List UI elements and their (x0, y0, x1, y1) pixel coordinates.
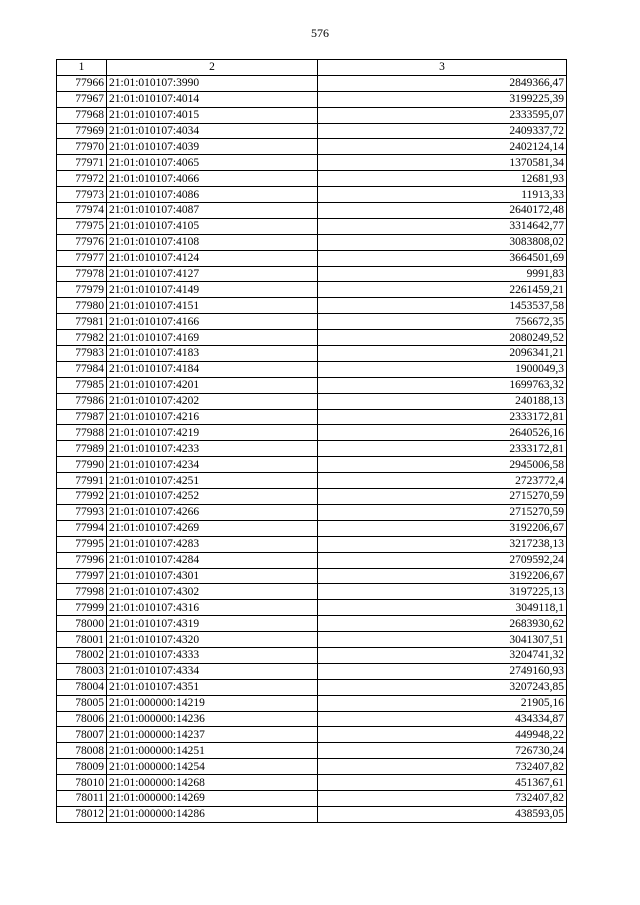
value-cell: 2402124,14 (318, 139, 567, 155)
table-row (57, 568, 567, 584)
row-number-cell: 77983 (57, 346, 107, 362)
table-row (57, 520, 567, 536)
cadastral-number-cell: 21:01:010107:4269 (107, 520, 318, 536)
value-cell: 2683930,62 (318, 616, 567, 632)
value-cell: 732407,82 (318, 759, 567, 775)
value-cell: 240188,13 (318, 393, 567, 409)
value-cell: 2409337,72 (318, 123, 567, 139)
table-row (57, 346, 567, 362)
cadastral-number-cell: 21:01:000000:14286 (107, 806, 318, 822)
value-cell: 449948,22 (318, 727, 567, 743)
row-number-cell: 78002 (57, 647, 107, 663)
cadastral-number-cell: 21:01:010107:4108 (107, 234, 318, 250)
value-cell: 3192206,67 (318, 520, 567, 536)
table-row (57, 203, 567, 219)
row-number-cell: 78008 (57, 743, 107, 759)
value-cell: 2723772,4 (318, 473, 567, 489)
row-number-cell: 78001 (57, 632, 107, 648)
row-number-cell: 77967 (57, 91, 107, 107)
cadastral-number-cell: 21:01:010107:4015 (107, 107, 318, 123)
table-row (57, 584, 567, 600)
cadastral-number-cell: 21:01:010107:4066 (107, 171, 318, 187)
cadastral-number-cell: 21:01:000000:14236 (107, 711, 318, 727)
value-cell: 3207243,85 (318, 679, 567, 695)
row-number-cell: 77969 (57, 123, 107, 139)
cadastral-number-cell: 21:01:010107:4124 (107, 250, 318, 266)
cadastral-number-cell: 21:01:000000:14269 (107, 790, 318, 806)
value-cell: 3192206,67 (318, 568, 567, 584)
table-row (57, 711, 567, 727)
value-cell: 1370581,34 (318, 155, 567, 171)
row-number-cell: 77996 (57, 552, 107, 568)
cadastral-number-cell: 21:01:010107:4127 (107, 266, 318, 282)
table-row (57, 504, 567, 520)
table-row (57, 393, 567, 409)
row-number-cell: 77980 (57, 298, 107, 314)
cadastral-number-cell: 21:01:010107:4233 (107, 441, 318, 457)
row-number-cell: 78009 (57, 759, 107, 775)
table-row (57, 91, 567, 107)
cadastral-number-cell: 21:01:010107:4039 (107, 139, 318, 155)
table-row (57, 790, 567, 806)
value-cell: 2333172,81 (318, 441, 567, 457)
cadastral-number-cell: 21:01:010107:4320 (107, 632, 318, 648)
value-cell: 3197225,13 (318, 584, 567, 600)
value-cell: 12681,93 (318, 171, 567, 187)
cadastral-number-cell: 21:01:010107:4251 (107, 473, 318, 489)
value-cell: 2640172,48 (318, 203, 567, 219)
row-number-cell: 78004 (57, 679, 107, 695)
table-row (57, 123, 567, 139)
cadastral-number-cell: 21:01:010107:4151 (107, 298, 318, 314)
row-number-cell: 77995 (57, 536, 107, 552)
cadastral-number-cell: 21:01:010107:4351 (107, 679, 318, 695)
value-cell: 21905,16 (318, 695, 567, 711)
cadastral-number-cell: 21:01:010107:4234 (107, 457, 318, 473)
row-number-cell: 78007 (57, 727, 107, 743)
value-cell: 3204741,32 (318, 647, 567, 663)
value-cell: 2261459,21 (318, 282, 567, 298)
column-header-cadastral-number: 2 (107, 60, 318, 76)
table-row (57, 489, 567, 505)
row-number-cell: 77999 (57, 600, 107, 616)
cadastral-number-cell: 21:01:010107:4087 (107, 203, 318, 219)
row-number-cell: 77991 (57, 473, 107, 489)
row-number-cell: 78003 (57, 663, 107, 679)
table-row (57, 552, 567, 568)
row-number-cell: 77986 (57, 393, 107, 409)
row-number-cell: 77994 (57, 520, 107, 536)
value-cell: 11913,33 (318, 187, 567, 203)
row-number-cell: 77970 (57, 139, 107, 155)
table-row (57, 616, 567, 632)
value-cell: 732407,82 (318, 790, 567, 806)
table-row (57, 139, 567, 155)
value-cell: 451367,61 (318, 775, 567, 791)
value-cell: 3217238,13 (318, 536, 567, 552)
row-number-cell: 77984 (57, 361, 107, 377)
row-number-cell: 77966 (57, 75, 107, 91)
cadastral-value-table (56, 59, 567, 823)
value-cell: 2945006,58 (318, 457, 567, 473)
row-number-cell: 77982 (57, 330, 107, 346)
table-row (57, 425, 567, 441)
table-row (57, 727, 567, 743)
table-row (57, 473, 567, 489)
cadastral-number-cell: 21:01:010107:4086 (107, 187, 318, 203)
value-cell: 2849366,47 (318, 75, 567, 91)
table-row (57, 361, 567, 377)
table-row (57, 266, 567, 282)
table-row (57, 441, 567, 457)
value-cell: 1900049,3 (318, 361, 567, 377)
table-row (57, 600, 567, 616)
value-cell: 3041307,51 (318, 632, 567, 648)
cadastral-number-cell: 21:01:010107:4316 (107, 600, 318, 616)
value-cell: 726730,24 (318, 743, 567, 759)
row-number-cell: 77997 (57, 568, 107, 584)
row-number-cell: 78000 (57, 616, 107, 632)
table-row (57, 663, 567, 679)
row-number-cell: 78011 (57, 790, 107, 806)
row-number-cell: 77976 (57, 234, 107, 250)
cadastral-number-cell: 21:01:010107:4216 (107, 409, 318, 425)
value-cell: 2333595,07 (318, 107, 567, 123)
value-cell: 1453537,58 (318, 298, 567, 314)
table-row (57, 330, 567, 346)
table-header-row (57, 60, 567, 76)
value-cell: 756672,35 (318, 314, 567, 330)
row-number-cell: 77975 (57, 218, 107, 234)
cadastral-number-cell: 21:01:010107:4302 (107, 584, 318, 600)
row-number-cell: 77985 (57, 377, 107, 393)
cadastral-number-cell: 21:01:010107:4166 (107, 314, 318, 330)
column-header-value: 3 (318, 60, 567, 76)
cadastral-number-cell: 21:01:010107:4065 (107, 155, 318, 171)
table-row (57, 743, 567, 759)
row-number-cell: 77990 (57, 457, 107, 473)
cadastral-number-cell: 21:01:000000:14251 (107, 743, 318, 759)
cadastral-number-cell: 21:01:010107:4252 (107, 489, 318, 505)
row-number-cell: 78010 (57, 775, 107, 791)
table-row (57, 171, 567, 187)
table-row (57, 298, 567, 314)
table-row (57, 679, 567, 695)
cadastral-number-cell: 21:01:010107:4266 (107, 504, 318, 520)
value-cell: 3314642,77 (318, 218, 567, 234)
table-row (57, 155, 567, 171)
row-number-cell: 77981 (57, 314, 107, 330)
cadastral-number-cell: 21:01:010107:4333 (107, 647, 318, 663)
table-row (57, 187, 567, 203)
row-number-cell: 77978 (57, 266, 107, 282)
table-row (57, 775, 567, 791)
cadastral-number-cell: 21:01:010107:4169 (107, 330, 318, 346)
row-number-cell: 78012 (57, 806, 107, 822)
row-number-cell: 78006 (57, 711, 107, 727)
cadastral-number-cell: 21:01:000000:14268 (107, 775, 318, 791)
value-cell: 2749160,93 (318, 663, 567, 679)
cadastral-number-cell: 21:01:000000:14254 (107, 759, 318, 775)
table-row (57, 647, 567, 663)
cadastral-number-cell: 21:01:010107:4183 (107, 346, 318, 362)
column-header-number: 1 (57, 60, 107, 76)
cadastral-number-cell: 21:01:010107:4201 (107, 377, 318, 393)
value-cell: 2333172,81 (318, 409, 567, 425)
value-cell: 1699763,32 (318, 377, 567, 393)
value-cell: 2715270,59 (318, 489, 567, 505)
row-number-cell: 77973 (57, 187, 107, 203)
row-number-cell: 77987 (57, 409, 107, 425)
table-row (57, 536, 567, 552)
table-row (57, 314, 567, 330)
cadastral-number-cell: 21:01:000000:14237 (107, 727, 318, 743)
value-cell: 3083808,02 (318, 234, 567, 250)
table-row (57, 250, 567, 266)
cadastral-number-cell: 21:01:010107:3990 (107, 75, 318, 91)
table-row (57, 377, 567, 393)
table-row (57, 759, 567, 775)
table-row (57, 282, 567, 298)
row-number-cell: 77989 (57, 441, 107, 457)
row-number-cell: 77971 (57, 155, 107, 171)
row-number-cell: 77988 (57, 425, 107, 441)
cadastral-number-cell: 21:01:010107:4149 (107, 282, 318, 298)
row-number-cell: 77992 (57, 489, 107, 505)
page-number: 576 (311, 26, 329, 40)
value-cell: 9991,83 (318, 266, 567, 282)
row-number-cell: 77972 (57, 171, 107, 187)
cadastral-number-cell: 21:01:010107:4301 (107, 568, 318, 584)
table-row (57, 806, 567, 822)
cadastral-number-cell: 21:01:010107:4283 (107, 536, 318, 552)
row-number-cell: 77968 (57, 107, 107, 123)
value-cell: 2709592,24 (318, 552, 567, 568)
cadastral-number-cell: 21:01:010107:4334 (107, 663, 318, 679)
cadastral-number-cell: 21:01:010107:4184 (107, 361, 318, 377)
value-cell: 3049118,1 (318, 600, 567, 616)
table-row (57, 107, 567, 123)
table-row (57, 218, 567, 234)
value-cell: 434334,87 (318, 711, 567, 727)
cadastral-number-cell: 21:01:010107:4202 (107, 393, 318, 409)
cadastral-number-cell: 21:01:010107:4319 (107, 616, 318, 632)
value-cell: 2715270,59 (318, 504, 567, 520)
table-row (57, 695, 567, 711)
table-row (57, 632, 567, 648)
row-number-cell: 77977 (57, 250, 107, 266)
row-number-cell: 78005 (57, 695, 107, 711)
value-cell: 3664501,69 (318, 250, 567, 266)
value-cell: 2080249,52 (318, 330, 567, 346)
table-row (57, 409, 567, 425)
table-row (57, 234, 567, 250)
row-number-cell: 77979 (57, 282, 107, 298)
cadastral-number-cell: 21:01:010107:4105 (107, 218, 318, 234)
cadastral-number-cell: 21:01:000000:14219 (107, 695, 318, 711)
table-row (57, 75, 567, 91)
value-cell: 2640526,16 (318, 425, 567, 441)
cadastral-number-cell: 21:01:010107:4014 (107, 91, 318, 107)
row-number-cell: 77974 (57, 203, 107, 219)
table-body (57, 75, 567, 822)
cadastral-number-cell: 21:01:010107:4034 (107, 123, 318, 139)
value-cell: 438593,05 (318, 806, 567, 822)
value-cell: 3199225,39 (318, 91, 567, 107)
row-number-cell: 77998 (57, 584, 107, 600)
cadastral-number-cell: 21:01:010107:4219 (107, 425, 318, 441)
table-row (57, 457, 567, 473)
value-cell: 2096341,21 (318, 346, 567, 362)
cadastral-number-cell: 21:01:010107:4284 (107, 552, 318, 568)
row-number-cell: 77993 (57, 504, 107, 520)
